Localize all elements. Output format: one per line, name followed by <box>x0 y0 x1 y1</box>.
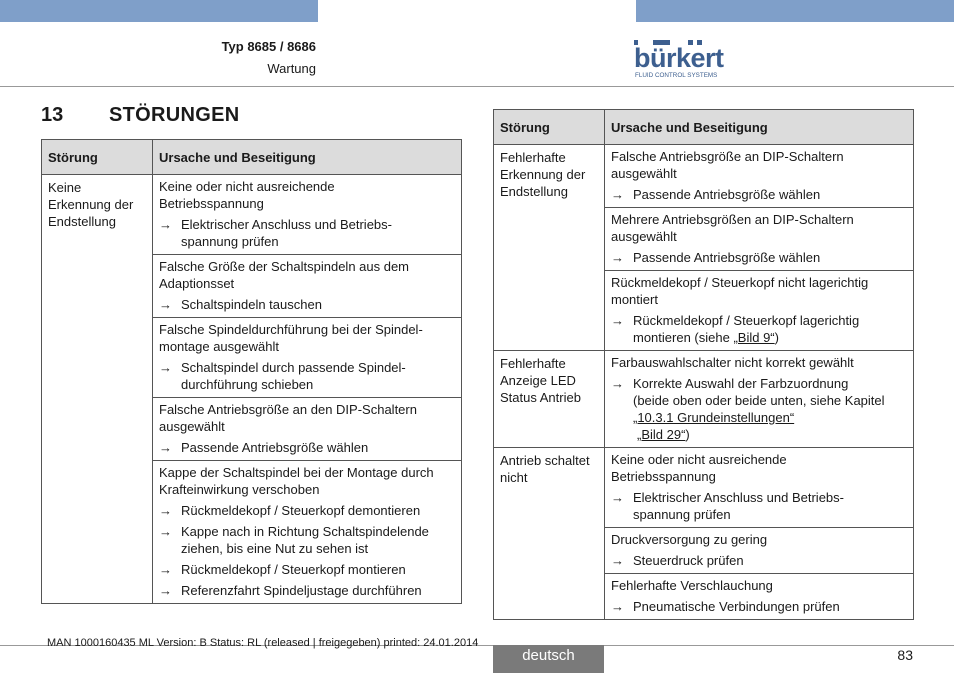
top-accent-bar-right <box>636 0 954 22</box>
action-item: → Schaltspindel durch passende Spindel- durchführung schieben <box>159 360 406 392</box>
cause-cell: Kappe der Schaltspindel bei der Montage durch Krafteinwirkung verschoben → Rückmeldekopf / Steuerkopf demontieren → Kappe nach in Richtung Schaltspindelende ziehen, bis eine Nut zu sehen ist → Rückmeldekopf / Steuerkopf montieren → Referenzfahrt Spindeljustage durchführen <box>153 461 462 604</box>
header-fault: Störung <box>494 110 605 145</box>
cause-cell: Fehlerhafte Verschlauchung → Pneumatische Verbindungen prüfen <box>605 574 914 620</box>
print-metadata: MAN 1000160435 ML Version: B Status: RL (released | freigegeben) printed: 24.01.2014 <box>47 637 479 649</box>
action-item: → Rückmeldekopf / Steuerkopf demontieren <box>159 503 421 518</box>
action-item: → Korrekte Auswahl der Farbzuordnung (beide oben oder beide unten, siehe Kapitel „10.3.1 Grundeinstellungen“ „Bild 29“) <box>611 376 885 442</box>
svg-text:FLUID CONTROL SYSTEMS: FLUID CONTROL SYSTEMS <box>635 72 718 79</box>
fault-cell: Fehlerhafte Erkennung der Endstellung <box>494 145 605 351</box>
header-cause: Ursache und Beseitigung <box>605 110 914 145</box>
cause-cell: Falsche Antriebsgröße an DIP-Schaltern ausgewählt → Passende Antriebsgröße wählen <box>605 145 914 208</box>
arrow-right-icon: → <box>611 187 624 202</box>
burkert-logo <box>634 40 734 80</box>
page-number: 83 <box>897 647 913 663</box>
action-item: → Referenzfahrt Spindeljustage durchführen <box>159 583 422 598</box>
fault-table-left <box>41 139 462 604</box>
fault-cell: Fehlerhafte Anzeige LED Status Antrieb <box>494 351 605 448</box>
action-item: → Passende Antriebsgröße wählen <box>611 250 821 265</box>
cause-cell: Mehrere Antriebsgrößen an DIP-Schaltern ausgewählt → Passende Antriebsgröße wählen <box>605 208 914 271</box>
fault-cell: Antrieb schaltet nicht <box>494 448 605 620</box>
chapter-link-10-3-1[interactable]: „10.3.1 Grundeinstellungen“ <box>633 410 795 425</box>
action-item: → Rückmeldekopf / Steuerkopf montieren <box>159 562 406 577</box>
cause-cell: Falsche Antriebsgröße an den DIP-Schaltern ausgewählt → Passende Antriebsgröße wählen <box>153 398 462 461</box>
cause-cell: Rückmeldekopf / Steuerkopf nicht lagerichtig montiert → Rückmeldekopf / Steuerkopf lagerichtig montieren (siehe „Bild 9“) <box>605 271 914 351</box>
doc-type-label: Typ 8685 / 8686 <box>221 39 316 54</box>
action-item: → Pneumatische Verbindungen prüfen <box>611 599 840 614</box>
table-row <box>494 448 914 528</box>
arrow-right-icon: → <box>159 440 172 455</box>
arrow-right-icon: → <box>159 562 172 577</box>
arrow-right-icon: → <box>611 376 624 391</box>
arrow-right-icon: → <box>611 313 624 328</box>
cause-cell: Druckversorgung zu gering → Steuerdruck prüfen <box>605 528 914 574</box>
chapter-title: STÖRUNGEN <box>109 104 240 126</box>
table-row <box>42 175 462 255</box>
cause-cell: Farbauswahlschalter nicht korrekt gewählt → Korrekte Auswahl der Farbzuordnung (beide oben oder beide unten, siehe Kapitel „10.3.1 Grundeinstellungen“ „Bild 29“) <box>605 351 914 448</box>
action-item: → Steuerdruck prüfen <box>611 553 744 568</box>
arrow-right-icon: → <box>159 360 172 375</box>
cause-cell: Keine oder nicht ausreichende Betriebsspannung → Elektrischer Anschluss und Betriebs- spannung prüfen <box>605 448 914 528</box>
svg-text:bürkert: bürkert <box>634 43 724 73</box>
arrow-right-icon: → <box>159 524 172 539</box>
action-item: → Schaltspindeln tauschen <box>159 297 322 312</box>
cause-cell: Falsche Größe der Schaltspindeln aus dem Adaptionsset → Schaltspindeln tauschen <box>153 255 462 318</box>
fault-cell: Keine Erkennung der Endstellung <box>42 175 153 604</box>
action-item: → Passende Antriebsgröße wählen <box>159 440 369 455</box>
arrow-right-icon: → <box>611 599 624 614</box>
arrow-right-icon: → <box>159 503 172 518</box>
action-item: → Rückmeldekopf / Steuerkopf lagerichtig montieren (siehe „Bild 9“) <box>611 313 860 345</box>
header-cause: Ursache und Beseitigung <box>153 140 462 175</box>
table-header-row <box>494 110 914 145</box>
arrow-right-icon: → <box>159 583 172 598</box>
header-divider <box>0 86 954 87</box>
figure-link-bild-29[interactable]: „Bild 29“ <box>637 427 686 442</box>
header-fault: Störung <box>42 140 153 175</box>
action-item: → Kappe nach in Richtung Schaltspindelende ziehen, bis eine Nut zu sehen ist <box>159 524 429 556</box>
arrow-right-icon: → <box>611 490 624 505</box>
action-item: → Elektrischer Anschluss und Betriebs- spannung prüfen <box>611 490 844 522</box>
arrow-right-icon: → <box>159 297 172 312</box>
figure-link-bild-9[interactable]: „Bild 9“ <box>733 330 775 345</box>
chapter-number: 13 <box>41 104 64 126</box>
cause-cell: Keine oder nicht ausreichende Betriebsspannung → Elektrischer Anschluss und Betriebs- spannung prüfen <box>153 175 462 255</box>
table-header-row <box>42 140 462 175</box>
cause-cell: Falsche Spindeldurchführung bei der Spindel- montage ausgewählt → Schaltspindel durch passende Spindel- durchführung schieben <box>153 318 462 398</box>
fault-table-right <box>493 109 914 620</box>
arrow-right-icon: → <box>611 250 624 265</box>
arrow-right-icon: → <box>159 217 172 232</box>
language-label: deutsch <box>493 645 604 673</box>
top-accent-bar-left <box>0 0 318 22</box>
action-item: → Passende Antriebsgröße wählen <box>611 187 821 202</box>
action-item: → Elektrischer Anschluss und Betriebs- spannung prüfen <box>159 217 392 249</box>
table-row <box>494 351 914 448</box>
table-row <box>494 145 914 208</box>
doc-section-label: Wartung <box>267 61 316 76</box>
arrow-right-icon: → <box>611 553 624 568</box>
